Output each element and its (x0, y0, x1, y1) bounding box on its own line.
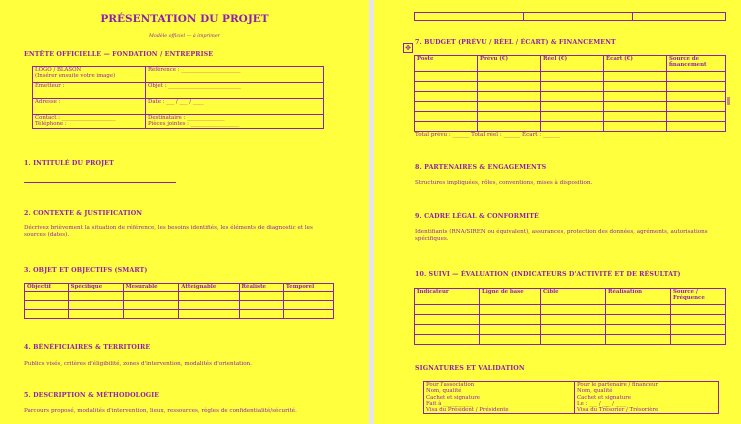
table-cell[interactable] (541, 102, 604, 112)
table-cell[interactable] (283, 301, 333, 310)
section-body-5: Parcours proposé, modalités d'intervention, lieux, ressources, règles de confidentialité/sécurité. (24, 408, 297, 414)
title-input-line[interactable] (24, 182, 176, 183)
table-cell[interactable] (480, 315, 541, 325)
table-cell[interactable] (415, 305, 480, 315)
column-header: Poste (415, 56, 478, 72)
signatures-table (423, 381, 719, 414)
table-cell[interactable] (123, 292, 179, 301)
table-cell[interactable] (415, 112, 478, 122)
table-cell[interactable] (478, 72, 541, 82)
section-heading-signatures: SIGNATURES ET VALIDATION (415, 365, 525, 372)
logo-cell[interactable]: LOGO / BLASON (Insérer ensuite votre image) (33, 67, 146, 83)
section-body-8: Structures impliquées, rôles, conventions, mises à disposition. (415, 180, 593, 186)
table-cell[interactable] (25, 310, 69, 319)
table-cell[interactable] (239, 301, 283, 310)
table-cell[interactable] (541, 325, 606, 335)
section-heading-7: 7. BUDGET (PRÉVU / RÉEL / ÉCART) & FINANCEMENT (415, 39, 616, 46)
table-cell[interactable] (604, 102, 667, 112)
section-heading-header: ENTÊTE OFFICIELLE — FONDATION / ENTREPRISE (24, 51, 214, 58)
page-title: PRÉSENTATION DU PROJET (100, 13, 269, 25)
table-cell[interactable] (25, 292, 69, 301)
table-cell[interactable] (606, 305, 671, 315)
table-cell[interactable] (415, 335, 480, 345)
section-heading-9: 9. CADRE LÉGAL & CONFORMITÉ (415, 213, 539, 220)
table-cell[interactable] (671, 315, 726, 325)
date-cell[interactable]: Date : ___ / ___ / ____ (146, 99, 324, 115)
table-cell[interactable] (633, 13, 726, 21)
table-cell[interactable] (478, 122, 541, 132)
table-cell[interactable] (606, 325, 671, 335)
reference-cell[interactable]: Référence : ______________________ (146, 67, 324, 83)
contact-cell[interactable]: Contact : ____________________ Téléphone : (33, 115, 146, 129)
table-cell[interactable] (415, 82, 478, 92)
column-header: Objectif (25, 284, 69, 292)
table-cell[interactable] (671, 335, 726, 345)
table-cell[interactable] (604, 122, 667, 132)
column-header: Cible (541, 289, 606, 305)
column-header: Mesurable (123, 284, 179, 292)
table-cell[interactable] (239, 292, 283, 301)
table-cell[interactable] (179, 292, 239, 301)
table-resize-handle[interactable] (727, 97, 730, 105)
partner-signature-cell[interactable]: Pour le partenaire / financeur Nom, qualité Cachet et signature Le : ___ / ___ / ____ Visa du Trésorier / Trésorière (575, 382, 719, 414)
continued-table-footer (414, 12, 726, 21)
section-body-2: Décrivez brièvement la situation de référence, les besoins identifiés, les éléments de diagnostic et les sources (dates). (24, 225, 313, 238)
column-header: Source de financement (667, 56, 726, 72)
table-cell[interactable] (667, 82, 726, 92)
section-body-9: Identifiants (RNA/SIREN ou équivalent), assurances, protection des données, agréments, autorisations spécifiques. (415, 229, 708, 242)
table-cell[interactable] (671, 325, 726, 335)
column-header: Ligne de base (480, 289, 541, 305)
table-cell[interactable] (541, 72, 604, 82)
table-cell[interactable] (179, 301, 239, 310)
column-header: Atteignable (179, 284, 239, 292)
table-cell[interactable] (123, 301, 179, 310)
table-cell[interactable] (541, 315, 606, 325)
table-cell[interactable] (415, 13, 524, 21)
table-cell[interactable] (480, 325, 541, 335)
table-cell[interactable] (667, 102, 726, 112)
column-header: Source / Fréquence (671, 289, 726, 305)
table-cell[interactable] (604, 82, 667, 92)
table-cell[interactable] (478, 112, 541, 122)
column-header: Écart (€) (604, 56, 667, 72)
adresse-cell[interactable]: Adresse : (33, 99, 146, 115)
document-page-left (0, 0, 369, 424)
destinataire-cell[interactable]: Destinataire : ______________ Pièces jointes : __________________ (146, 115, 324, 129)
table-cell[interactable] (415, 325, 480, 335)
table-cell[interactable] (478, 82, 541, 92)
table-cell[interactable] (25, 301, 69, 310)
table-cell[interactable] (415, 122, 478, 132)
table-move-handle-icon[interactable]: ✥ (403, 43, 413, 53)
section-body-4: Publics visés, critères d'éligibilité, zones d'intervention, modalités d'orientation. (24, 361, 252, 367)
table-cell[interactable] (123, 310, 179, 319)
budget-table (414, 55, 726, 132)
table-cell[interactable] (239, 310, 283, 319)
table-cell[interactable] (667, 72, 726, 82)
table-cell[interactable] (68, 292, 123, 301)
emetteur-cell[interactable]: Émetteur : (33, 83, 146, 99)
table-cell[interactable] (524, 13, 633, 21)
table-cell[interactable] (541, 122, 604, 132)
table-cell[interactable] (604, 92, 667, 102)
section-heading-2: 2. CONTEXTE & JUSTIFICATION (24, 210, 143, 217)
table-cell[interactable] (604, 112, 667, 122)
table-cell[interactable] (68, 301, 123, 310)
page-subtitle: Modèle officiel — à imprimer (149, 34, 220, 39)
section-heading-8: 8. PARTENAIRES & ENGAGEMENTS (415, 164, 547, 171)
column-header: Réaliste (239, 284, 283, 292)
table-cell[interactable] (480, 305, 541, 315)
table-cell[interactable] (478, 92, 541, 102)
document-page-right (374, 0, 741, 424)
table-cell[interactable] (541, 305, 606, 315)
table-cell[interactable] (480, 335, 541, 345)
table-cell[interactable] (667, 112, 726, 122)
table-cell[interactable] (415, 315, 480, 325)
column-header: Réalisation (606, 289, 671, 305)
table-cell[interactable] (541, 82, 604, 92)
table-cell[interactable] (179, 310, 239, 319)
table-cell[interactable] (671, 305, 726, 315)
table-cell[interactable] (606, 335, 671, 345)
smart-objectives-table (24, 283, 334, 319)
column-header: Indicateur (415, 289, 480, 305)
table-cell[interactable] (283, 292, 333, 301)
column-header: Temporel (283, 284, 333, 292)
table-cell[interactable] (604, 72, 667, 82)
table-cell[interactable] (667, 122, 726, 132)
column-header: Réel (€) (541, 56, 604, 72)
section-heading-4: 4. BÉNÉFICIAIRES & TERRITOIRE (24, 344, 151, 351)
budget-totals: Total prévu : ______ Total réel : ______ Écart : ______ (415, 132, 560, 138)
association-signature-cell[interactable]: Pour l'association Nom, qualité Cachet et signature Fait à ___________ Visa du Président / Présidente (424, 382, 575, 414)
table-cell[interactable] (415, 102, 478, 112)
evaluation-indicators-table (414, 288, 726, 345)
table-cell[interactable] (478, 102, 541, 112)
table-cell[interactable] (68, 310, 123, 319)
table-cell[interactable] (541, 112, 604, 122)
section-heading-3: 3. OBJET ET OBJECTIFS (SMART) (24, 267, 148, 274)
table-cell[interactable] (283, 310, 333, 319)
section-heading-1: 1. INTITULÉ DU PROJET (24, 160, 114, 167)
column-header: Prévu (€) (478, 56, 541, 72)
table-cell[interactable] (541, 92, 604, 102)
header-info-table (32, 66, 324, 129)
section-heading-5: 5. DESCRIPTION & MÉTHODOLOGIE (24, 392, 160, 399)
objet-cell[interactable]: Objet : ___________________________ (146, 83, 324, 99)
table-cell[interactable] (415, 72, 478, 82)
section-heading-10: 10. SUIVI — ÉVALUATION (INDICATEURS D'ACTIVITÉ ET DE RÉSULTAT) (415, 271, 681, 278)
table-cell[interactable] (415, 92, 478, 102)
table-cell[interactable] (606, 315, 671, 325)
column-header: Spécifique (68, 284, 123, 292)
table-cell[interactable] (541, 335, 606, 345)
table-cell[interactable] (667, 92, 726, 102)
